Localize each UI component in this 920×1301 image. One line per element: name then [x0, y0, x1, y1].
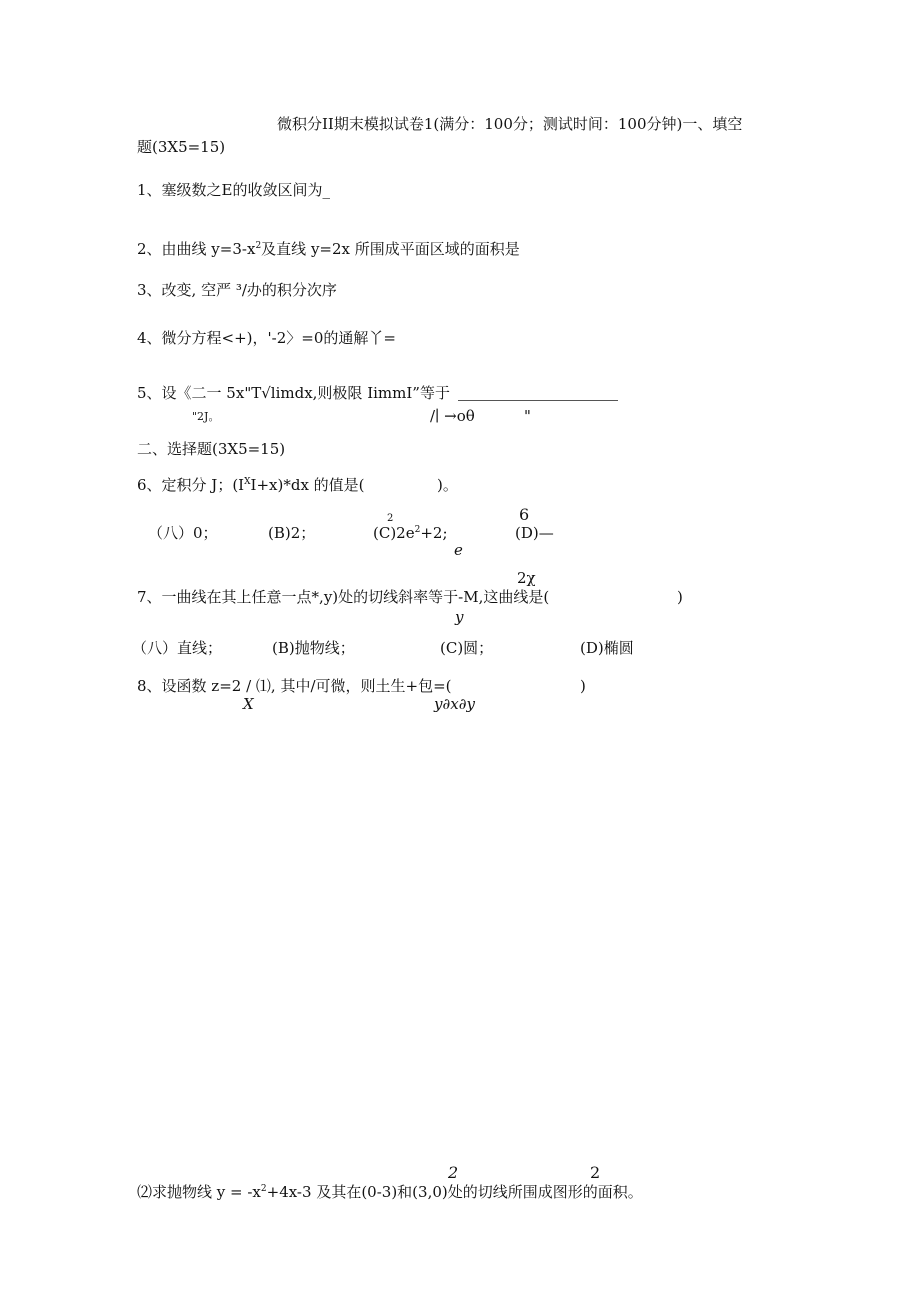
- question-7-top: 2χ: [517, 569, 536, 587]
- bottom-problem-part-b: +4x-3 及其在(0-3)和(3,0)处的切线所围成图形的面积。: [266, 1183, 643, 1201]
- question-6-option-c-sup: 2: [387, 513, 394, 524]
- bottom-two-a: 2: [448, 1163, 459, 1182]
- question-8-x-below: X: [243, 695, 254, 713]
- question-6-option-d: (D)—: [515, 524, 554, 542]
- question-8-close: ): [580, 677, 586, 695]
- question-6-option-b: (B)2；: [268, 524, 316, 542]
- bottom-problem-superscript: 2: [260, 1184, 267, 1194]
- question-7-option-d: (D)椭圆: [580, 639, 634, 657]
- question-4: 4、微分方程<+)，'-2〉=0的通解丫=: [137, 329, 396, 347]
- question-6-part-b: I+x)*dx 的值是(: [250, 476, 365, 494]
- question-1: 1、塞级数之E的收敛区间为_: [137, 181, 330, 199]
- exam-title-line1: 微积分II期末模拟试卷1(满分：100分；测试时间：100分钟)一、填空: [277, 115, 743, 133]
- question-7-option-a: （八）直线；: [132, 639, 223, 657]
- question-2-superscript: 2: [255, 241, 262, 251]
- question-7-option-b: (B)抛物线；: [272, 639, 355, 657]
- question-5-sub-right: /∣ →oθ: [430, 407, 475, 425]
- bottom-problem-part-a: ⑵求抛物线 y = -x: [137, 1183, 261, 1201]
- question-6-e-below: e: [454, 541, 463, 559]
- question-6-option-c-part-a: (C)2e: [373, 524, 415, 542]
- question-7-close: ): [677, 588, 683, 606]
- question-5-sub-quote: ": [524, 407, 531, 425]
- question-2-part-b: 及直线 y=2x 所围成平面区域的面积是: [261, 240, 520, 258]
- question-6-superscript: X: [244, 477, 251, 487]
- question-6-part-a: 6、定积分 J；(I: [137, 476, 245, 494]
- question-2-part-a: 2、由曲线 y=3-x: [137, 240, 256, 258]
- bottom-problem: [137, 1185, 643, 1200]
- question-8-fraction-below: y∂x∂y: [434, 695, 475, 713]
- question-6-option-a: （八）0；: [148, 524, 218, 542]
- question-6-option-c: [373, 526, 448, 541]
- question-7-y-below: y: [455, 608, 464, 626]
- question-6-close: )。: [437, 476, 458, 494]
- bottom-two-b: 2: [590, 1163, 601, 1182]
- question-6-option-c-superscript: 2: [414, 525, 421, 535]
- question-6-option-c-part-b: +2;: [420, 524, 448, 542]
- question-6: [137, 478, 365, 493]
- question-5-sub-left: "2J。: [192, 410, 220, 423]
- question-7: 7、一曲线在其上任意一点*,y)处的切线斜率等于-M,这曲线是(: [137, 588, 550, 606]
- section-2-heading: 二、选择题(3X5=15): [137, 440, 286, 458]
- question-6-top-six: 6: [519, 505, 530, 524]
- exam-title-line2: 题(3X5=15): [137, 138, 226, 156]
- question-5: 5、设《二一 5x"T√limdx,则极限 IimmI”等于: [137, 384, 450, 402]
- question-7-option-c: (C)圆；: [440, 639, 494, 657]
- question-5-answer-blank: [458, 400, 618, 401]
- question-8: 8、设函数 z=2 / ⑴, 其中/可微，则土生+包=(: [137, 677, 452, 695]
- question-2: [137, 242, 520, 257]
- question-3: 3、改变, 空严 ³/办的积分次序: [137, 281, 337, 299]
